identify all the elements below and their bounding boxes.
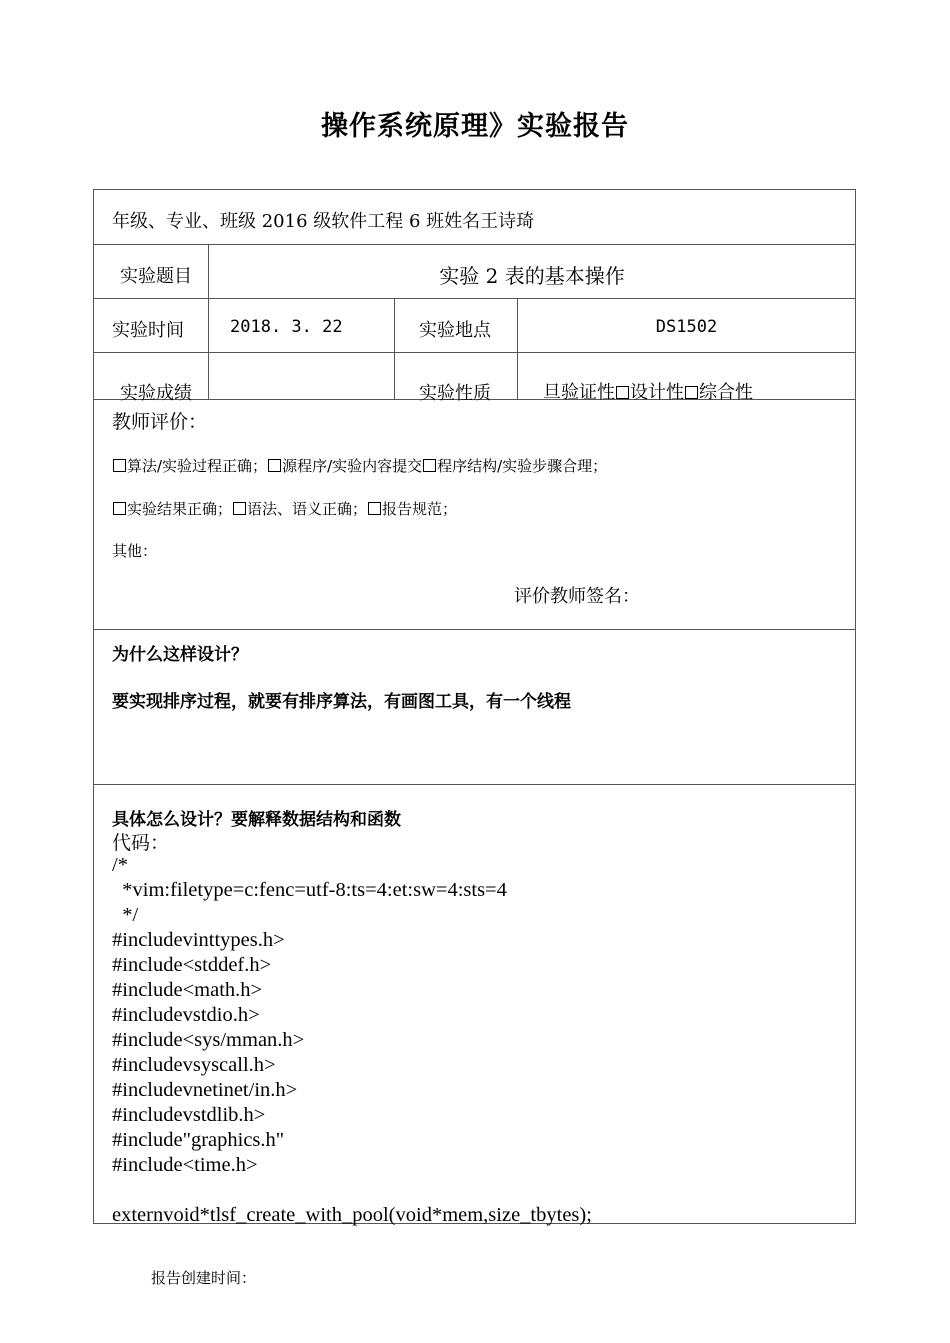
code-line: #includevinttypes.h> xyxy=(112,929,285,951)
evaluation-criteria-2: 实验结果正确； 语法、语义正确； 报告规范； xyxy=(112,498,457,519)
checkbox-icon[interactable] xyxy=(113,459,126,472)
place-value: DS1502 xyxy=(655,317,718,337)
code-line: #includevnetinet/in.h> xyxy=(112,1079,298,1101)
checkbox-icon[interactable] xyxy=(233,502,246,515)
nature-option-verify: 旦验证性 xyxy=(543,382,615,403)
code-line: #include<sys/mman.h> xyxy=(112,1029,305,1051)
evaluation-criteria-1: 算法/实验过程正确； 源程序/实验内容提交 程序结构/实验步骤合理； xyxy=(112,455,607,476)
report-form xyxy=(93,189,856,1224)
code-line: #include<math.h> xyxy=(112,979,263,1001)
signature-label: 评价教师签名： xyxy=(514,586,640,607)
column-divider xyxy=(394,298,395,399)
class-info: 年级、专业、班级 2016 级软件工程 6 班姓名王诗琦 xyxy=(112,211,535,232)
nature-label: 实验性质 xyxy=(419,383,491,404)
evaluation-heading: 教师评价： xyxy=(112,411,208,433)
checkbox-icon[interactable] xyxy=(113,502,126,515)
code-line: #include<time.h> xyxy=(112,1154,258,1176)
evaluation-other: 其他： xyxy=(112,542,158,560)
code-line: #includevsyscall.h> xyxy=(112,1054,276,1076)
code-line: */ xyxy=(112,904,139,926)
column-divider xyxy=(517,298,518,399)
code-line: /* xyxy=(112,854,128,876)
checkbox-icon[interactable] xyxy=(423,459,436,472)
design-answer: 要实现排序过程，就要有排序算法，有画图工具，有一个线程 xyxy=(112,692,571,712)
code-line: *vim:filetype=c:fenc=utf-8:ts=4:et:sw=4:sts=4 xyxy=(112,879,507,901)
detail-question: 具体怎么设计？要解释数据结构和函数 xyxy=(112,810,401,830)
topic-label: 实验题目 xyxy=(120,266,192,287)
checkbox-icon[interactable] xyxy=(368,502,381,515)
code-label: 代码： xyxy=(112,832,170,854)
topic-value: 实验 2 表的基本操作 xyxy=(439,264,625,288)
code-line: #includevstdio.h> xyxy=(112,1004,260,1026)
row-divider xyxy=(94,629,855,630)
code-line: #include<stddef.h> xyxy=(112,954,272,976)
code-line: #includevstdlib.h> xyxy=(112,1104,266,1126)
grade-label: 实验成绩 xyxy=(120,383,192,404)
code-line: externvoid*tlsf_create_with_pool(void*mem,size_tbytes); xyxy=(112,1204,592,1226)
checkbox-icon[interactable] xyxy=(616,386,629,399)
checkbox-icon[interactable] xyxy=(268,459,281,472)
report-created-time: 报告创建时间： xyxy=(151,1269,257,1287)
row-divider xyxy=(94,784,855,785)
nature-option-comprehensive: 综合性 xyxy=(699,382,753,403)
nature-option-design: 设计性 xyxy=(630,382,684,403)
report-title: 操作系统原理》实验报告 xyxy=(321,111,629,142)
code-line: #include"graphics.h" xyxy=(112,1129,285,1151)
time-label: 实验时间 xyxy=(112,320,184,341)
design-question: 为什么这样设计？ xyxy=(112,645,248,665)
place-label: 实验地点 xyxy=(419,320,491,341)
checkbox-icon[interactable] xyxy=(685,386,698,399)
nature-options xyxy=(543,378,753,404)
time-value: 2018. 3. 22 xyxy=(230,317,343,337)
